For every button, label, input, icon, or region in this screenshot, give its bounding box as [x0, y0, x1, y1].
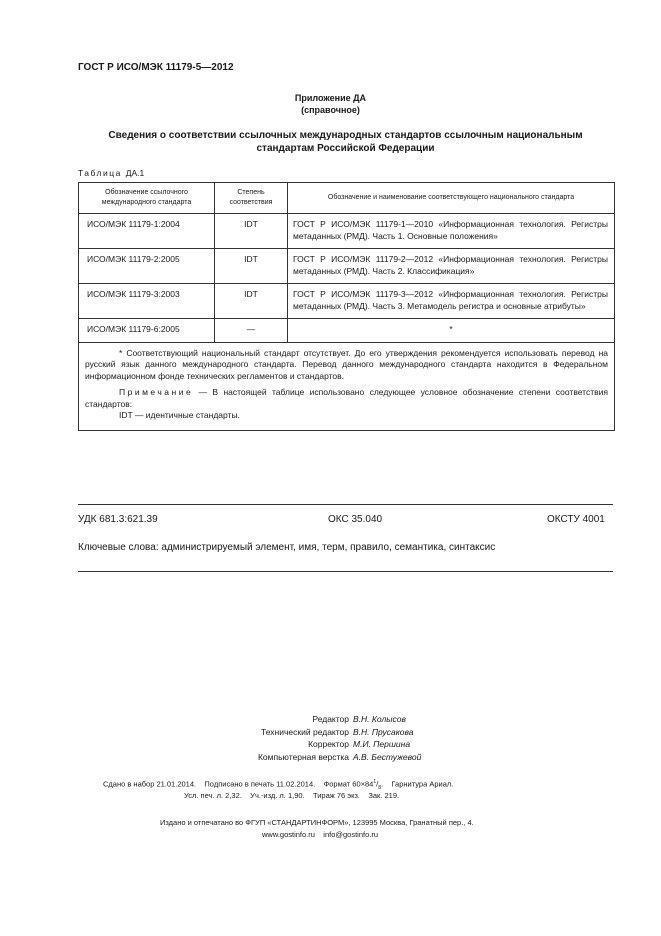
table-row: [79, 284, 615, 319]
credit-line: [0, 713, 661, 726]
footnote-text: * Соответствующий национальный стандарт отсутствует. До его утверждения рекомендуется использовать перевод на русский язык данного международного стандарта. Перевод данного международного стандарта находится в Федеральном информационном фонде технических регламентов и стандартов.: [85, 347, 608, 381]
section-heading: [78, 129, 613, 155]
table-row: [79, 319, 615, 343]
okstu-code: ОКСТУ 4001: [547, 514, 605, 525]
header-intl-line-1: Обозначение ссылочного: [105, 189, 188, 196]
cell-intl-standard: ИСО/МЭК 11179-1:2004: [79, 214, 215, 249]
annex-subtitle: (справочное): [301, 105, 360, 115]
note-paragraph: [85, 387, 608, 410]
annex-block: [0, 92, 661, 116]
document-id: ГОСТ Р ИСО/МЭК 11179-5—2012: [78, 62, 234, 73]
publisher-line-1: Издано и отпечатано во ФГУП «СТАНДАРТИНФОРМ», 123995 Москва, Гранатный пер., 4.: [160, 818, 474, 827]
header-degree-line-1: Степень: [237, 189, 265, 196]
note-idt-definition: IDT — идентичные стандарты.: [119, 410, 240, 420]
cell-intl-standard: ИСО/МЭК 11179-3:2003: [79, 284, 215, 319]
credit-role: Корректор: [308, 739, 349, 749]
annex-title: Приложение ДА: [294, 93, 367, 103]
udc-code: УДК 681.3:621.39: [78, 514, 158, 525]
credit-name: В.Н. Прусакова: [353, 726, 414, 737]
keywords-line: Ключевые слова: администрируемый элемент, имя, терм, правило, семантика, синтаксис: [78, 542, 496, 553]
credit-name: А.В. Бестужевой: [353, 751, 422, 762]
header-degree-line-2: соответствия: [229, 199, 273, 206]
table-label-number: ДА.1: [125, 168, 145, 178]
table-label: [78, 168, 144, 178]
cell-national-standard: ГОСТ Р ИСО/МЭК 11179-3—2012 «Информационная технология. Регистры метаданных (РМД). Часть 3. Метамодель регистра и основные атрибуты»: [288, 284, 615, 319]
divider-bottom: [78, 571, 613, 572]
header-intl-line-2: международного стандарта: [101, 199, 192, 206]
cell-intl-standard: ИСО/МЭК 11179-6:2005: [79, 319, 215, 343]
cell-national-standard: ГОСТ Р ИСО/МЭК 11179-1—2010 «Информационная технология. Регистры метаданных (РМД). Часть 1. Основные положения»: [288, 214, 615, 249]
cell-degree: IDT: [215, 249, 288, 284]
printing-font: . Гарнитура Ариал.: [381, 779, 454, 789]
cell-intl-standard: ИСО/МЭК 11179-2:2005: [79, 249, 215, 284]
credit-name: В.Н. Колысов: [353, 714, 406, 724]
table-label-word: Таблица: [78, 168, 122, 178]
cell-degree: IDT: [215, 214, 288, 249]
cell-national-standard: ГОСТ Р ИСО/МЭК 11179-2—2012 «Информационная технология. Регистры метаданных (РМД). Часть 2. Классификация»: [288, 249, 615, 284]
heading-line-2: стандартам Российской Федерации: [256, 143, 435, 154]
credit-line: [0, 751, 661, 764]
divider-top: [78, 504, 613, 505]
format-denominator: 8: [378, 785, 381, 791]
header-degree: [215, 183, 288, 214]
heading-line-1: Сведения о соответствии ссылочных международных стандартов ссылочным национальным: [108, 130, 583, 141]
header-intl-standard: [79, 183, 215, 214]
note-text: — В настоящей таблице использовано следующее условное обозначение степени соответствия стандартов:: [85, 387, 608, 409]
table-row: [79, 249, 615, 284]
credit-name: М.И. Першина: [353, 739, 411, 749]
table-row: [79, 214, 615, 249]
header-national-standard: Обозначение и наименование соответствующего национального стандарта: [288, 183, 615, 214]
cell-national-standard: *: [288, 319, 615, 343]
table-header-row: [79, 183, 615, 214]
printing-info-line-1: Сдано в набор 21.01.2014. Подписано в печать 11.02.2014. Формат $60\times 84^1/_8$. Гарнитура Ариал.: [103, 779, 454, 791]
credit-role: Компьютерная верстка: [257, 751, 349, 762]
table-footer-row: [79, 342, 615, 430]
credit-role: Редактор: [312, 714, 349, 724]
credit-line: [0, 726, 661, 739]
publisher-line-2: www.gostinfo.ru info@gostinfo.ru: [262, 830, 379, 839]
format-numerator: 1: [373, 779, 377, 785]
credit-line: [0, 738, 661, 751]
correspondence-table: [78, 182, 615, 431]
note-label: Примечание: [119, 387, 194, 397]
credit-role: Технический редактор: [261, 726, 349, 737]
oks-code: ОКС 35.040: [328, 514, 383, 525]
cell-degree: —: [215, 319, 288, 343]
printing-dates: Сдано в набор 21.01.2014. Подписано в печать 11.02.2014. Формат 60×84: [103, 779, 374, 789]
table-footnote-cell: [79, 342, 615, 430]
printing-info-line-2: Усл. печ. л. 2,32. Уч.-изд. л. 1,90. Тираж 76 экз. Зак. 219.: [184, 791, 400, 800]
credits-block: [0, 713, 661, 763]
cell-degree: IDT: [215, 284, 288, 319]
